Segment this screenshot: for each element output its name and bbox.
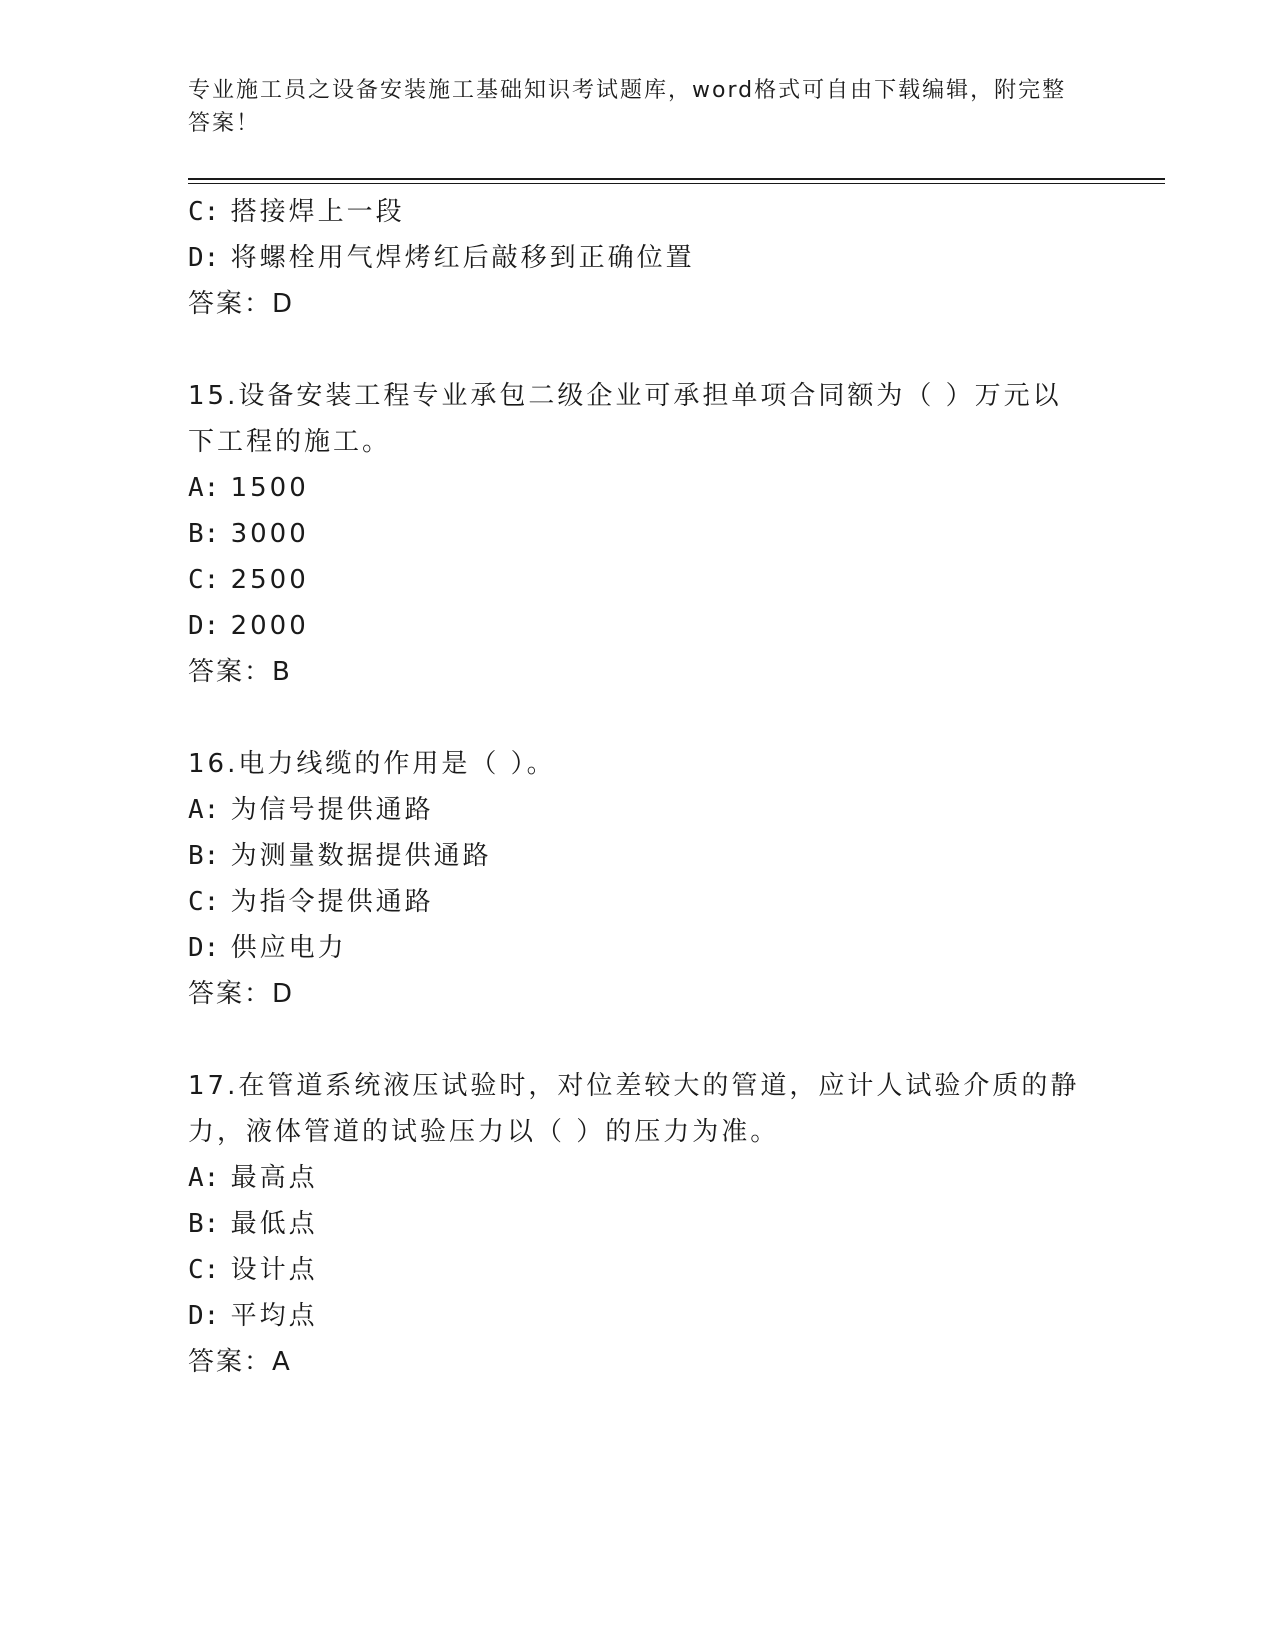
option-letter: B: xyxy=(188,519,220,549)
option-letter: A: xyxy=(188,1163,220,1193)
option-c xyxy=(188,879,1088,925)
option-letter: D: xyxy=(188,1301,220,1331)
option-c xyxy=(188,189,1088,235)
spacer xyxy=(188,327,1088,373)
option-c xyxy=(188,557,1088,603)
option-letter: D: xyxy=(188,933,220,963)
option-text: 为测量数据提供通路 xyxy=(230,841,492,871)
option-d xyxy=(188,235,1088,281)
option-text: 将螺栓用气焊烤红后敲移到正确位置 xyxy=(230,243,695,273)
option-text: 为信号提供通路 xyxy=(230,795,434,825)
header-divider-thin xyxy=(188,183,1165,184)
option-text: 3000 xyxy=(230,519,309,549)
spacer xyxy=(188,695,1088,741)
option-text: 平均点 xyxy=(230,1301,318,1331)
option-b xyxy=(188,833,1088,879)
option-text: 最低点 xyxy=(230,1209,318,1239)
option-letter: C: xyxy=(188,565,220,595)
option-text: 供应电力 xyxy=(230,933,347,963)
question-content xyxy=(188,189,1088,1385)
option-letter: C: xyxy=(188,1255,220,1285)
header-divider-thick xyxy=(188,178,1165,180)
answer-line: 答案：D xyxy=(188,289,295,319)
option-a xyxy=(188,1155,1088,1201)
option-c xyxy=(188,1247,1088,1293)
question-stem-line: 16.电力线缆的作用是（ ）。 xyxy=(188,749,556,779)
answer-line: 答案：B xyxy=(188,657,292,687)
answer-line: 答案：D xyxy=(188,979,295,1009)
option-d xyxy=(188,925,1088,971)
option-letter: B: xyxy=(188,841,220,871)
option-text: 2000 xyxy=(230,611,309,641)
option-a xyxy=(188,787,1088,833)
option-b xyxy=(188,511,1088,557)
question-stem-line: 15.设备安装工程专业承包二级企业可承担单项合同额为（ ）万元以 xyxy=(188,381,1062,411)
option-text: 为指令提供通路 xyxy=(230,887,434,917)
question-stem-line: 力，液体管道的试验压力以（ ）的压力为准。 xyxy=(188,1117,780,1147)
option-text: 最高点 xyxy=(230,1163,318,1193)
question-stem-line: 下工程的施工。 xyxy=(188,427,392,457)
option-letter: D: xyxy=(188,611,220,641)
option-text: 搭接焊上一段 xyxy=(230,197,405,227)
option-letter: A: xyxy=(188,795,220,825)
option-letter: A: xyxy=(188,473,220,503)
option-text: 1500 xyxy=(230,473,309,503)
option-a xyxy=(188,465,1088,511)
spacer xyxy=(188,1017,1088,1063)
option-d xyxy=(188,603,1088,649)
question-stem-line: 17.在管道系统液压试验时，对位差较大的管道，应计人试验介质的静 xyxy=(188,1071,1080,1101)
option-letter: D: xyxy=(188,243,220,273)
option-d xyxy=(188,1293,1088,1339)
answer-line: 答案：A xyxy=(188,1347,292,1377)
option-b xyxy=(188,1201,1088,1247)
option-letter: B: xyxy=(188,1209,220,1239)
option-letter: C: xyxy=(188,197,220,227)
option-letter: C: xyxy=(188,887,220,917)
option-text: 2500 xyxy=(230,565,309,595)
option-text: 设计点 xyxy=(230,1255,318,1285)
document-header: 专业施工员之设备安装施工基础知识考试题库，word格式可自由下载编辑，附完整答案！ xyxy=(188,78,1067,136)
